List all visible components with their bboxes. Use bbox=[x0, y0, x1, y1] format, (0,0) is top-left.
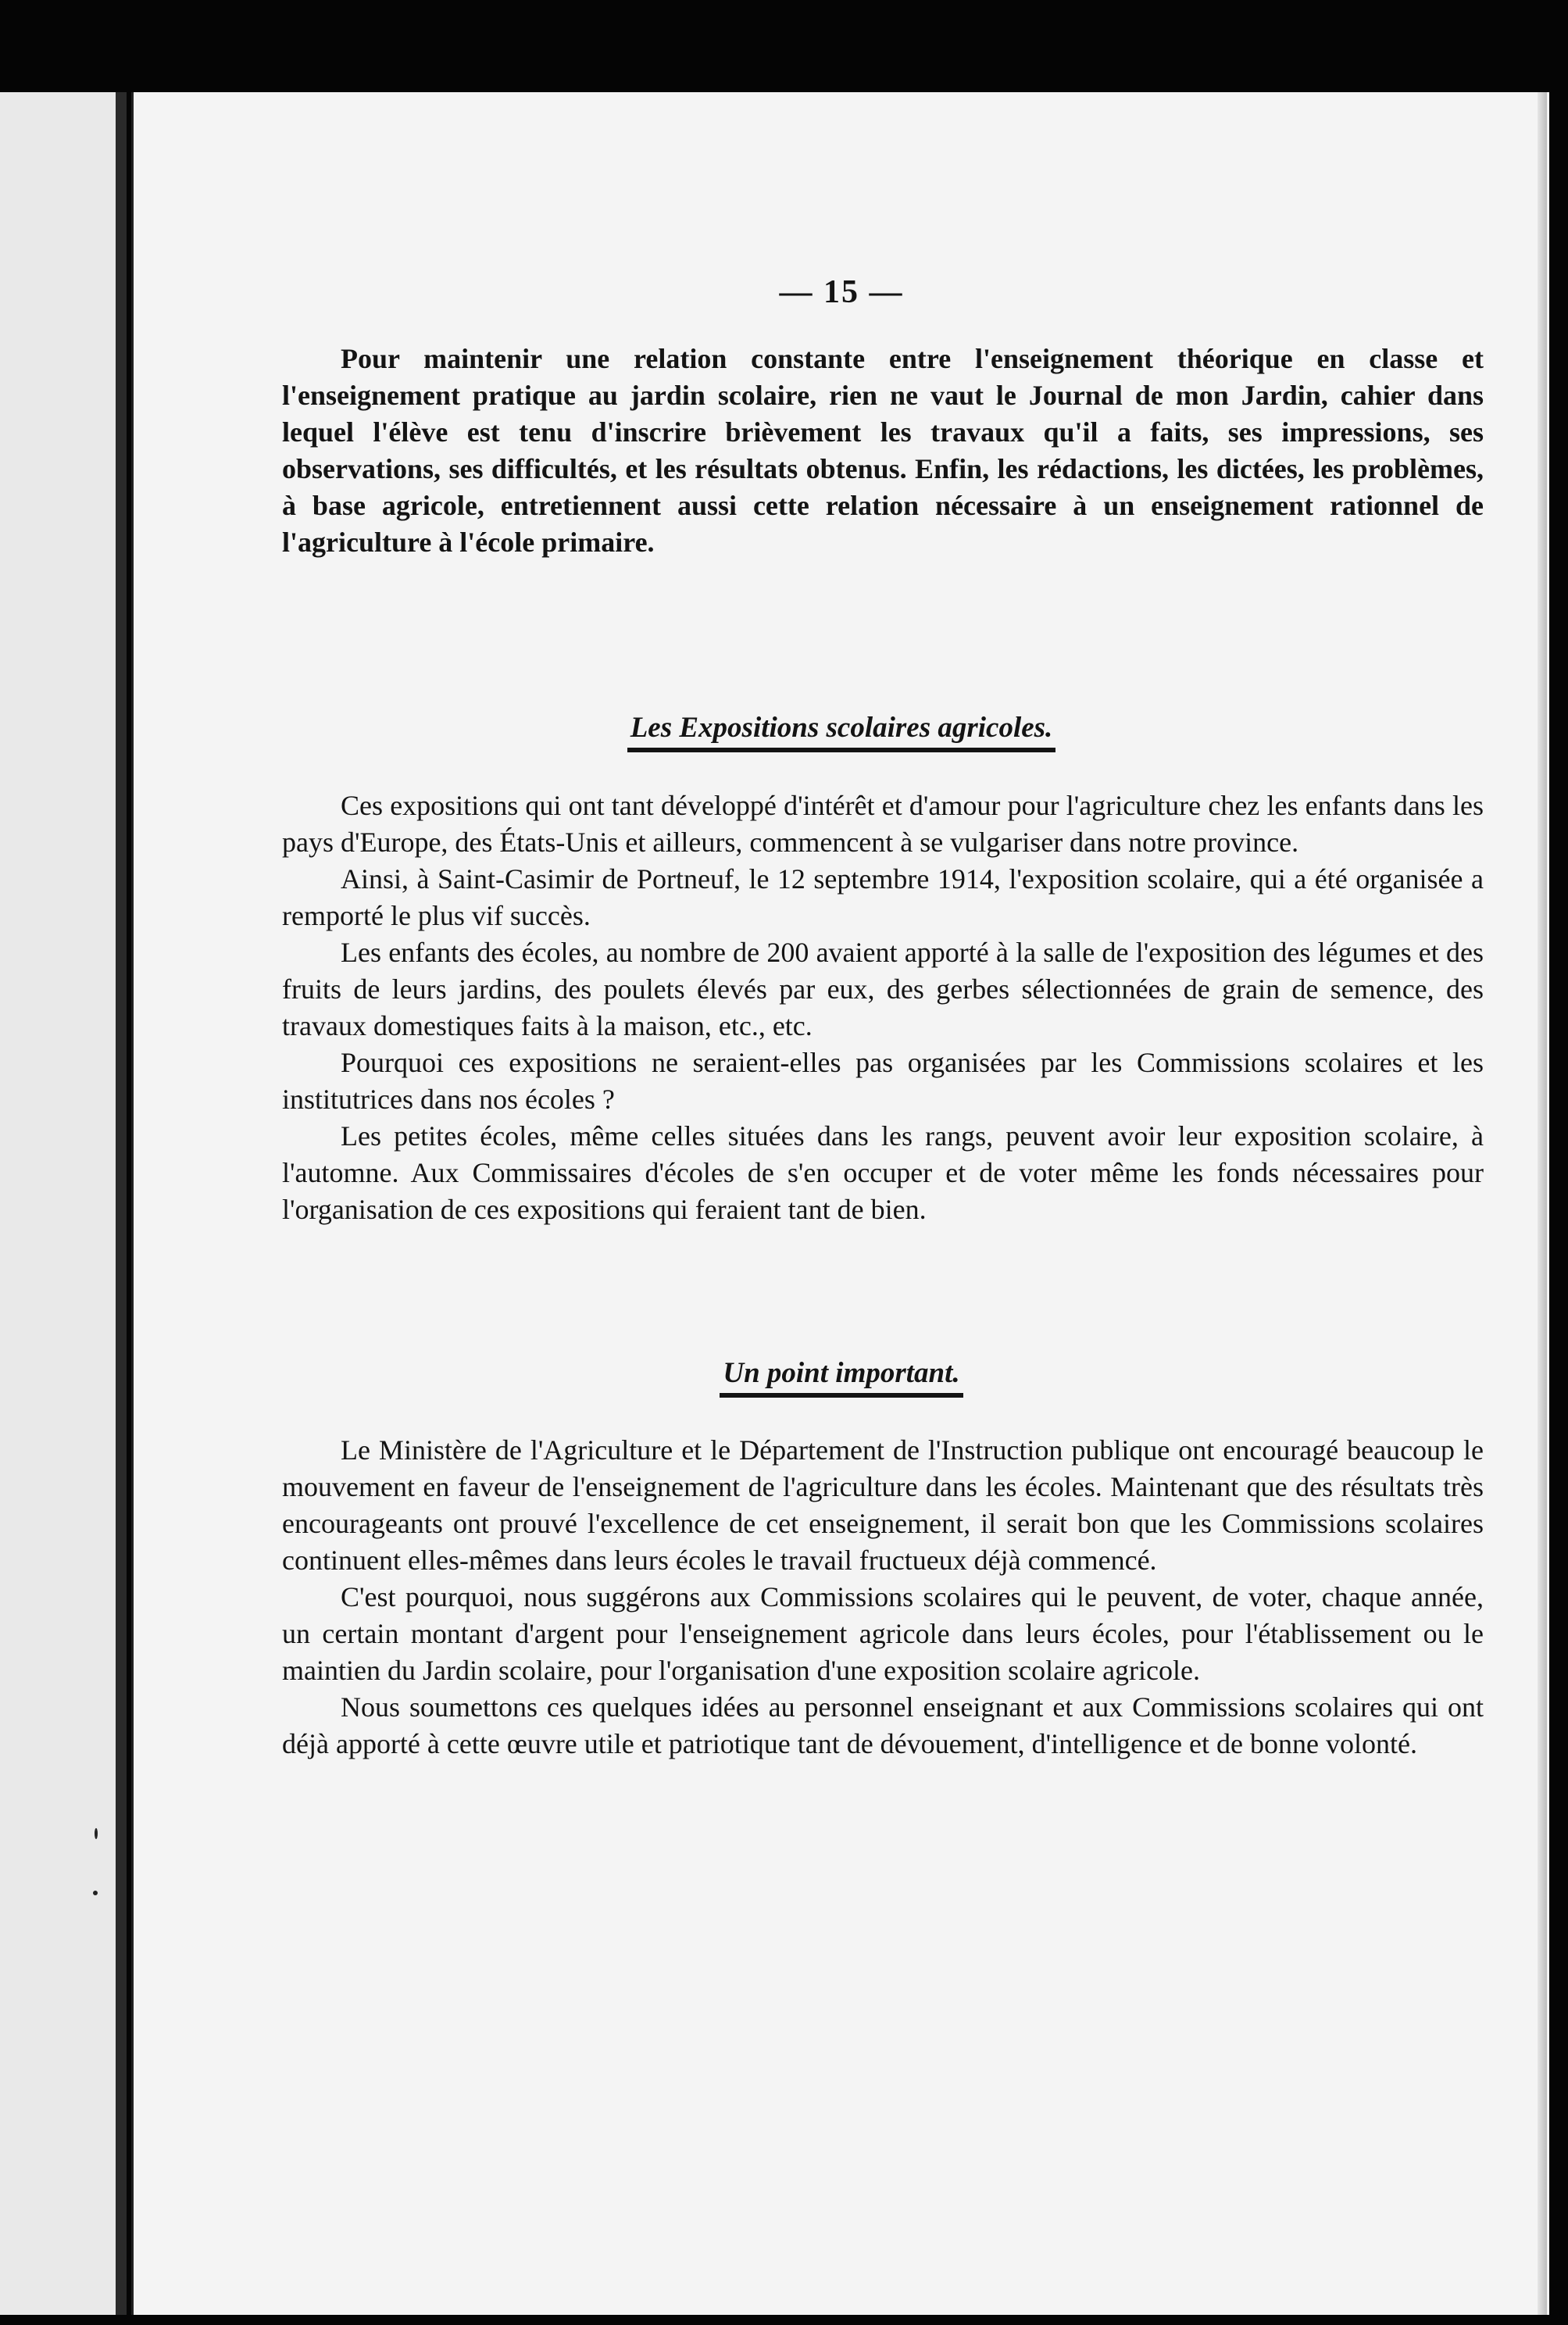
paragraph: Pourquoi ces expositions ne seraient-elles pas organisées par les Commissions scolaires et les institutrices dans nos écoles ? bbox=[282, 1047, 1484, 1115]
section-heading-expositions bbox=[134, 711, 1549, 752]
document-page bbox=[131, 92, 1549, 2315]
section-expositions-body bbox=[282, 788, 1484, 1228]
book-gutter bbox=[116, 92, 127, 2315]
paragraph: Ces expositions qui ont tant développé d'intérêt et d'amour pour l'agriculture chez les enfants dans les pays d'Europe, des États-Unis et ailleurs, commencent à se vulgariser dans notre province. bbox=[282, 790, 1484, 858]
paragraph: Les enfants des écoles, au nombre de 200 avaient apporté à la salle de l'exposition des légumes et des fruits de leurs jardins, des poulets élevés par eux, des gerbes sélectionnées de grain de semence, des travaux domestiques faits à la maison, etc., etc. bbox=[282, 937, 1484, 1041]
section-heading-text: Les Expositions scolaires agricoles. bbox=[627, 711, 1056, 752]
paragraph: Le Ministère de l'Agriculture et le Département de l'Instruction publique ont encouragé beaucoup le mouvement en faveur de l'enseignement de l'agriculture dans les écoles. Maintenant que des résultats très encourageants ont prouvé l'excellence de cet enseignement, il serait bon que les Commissions scolaires continuent elles-mêmes dans leurs écoles le travail fructueux déjà commencé. bbox=[282, 1434, 1484, 1576]
intro-block bbox=[282, 341, 1484, 561]
margin-speck bbox=[95, 1828, 98, 1839]
facing-page-edge bbox=[0, 92, 116, 2315]
margin-speck bbox=[93, 1891, 98, 1895]
page-number: — 15 — bbox=[779, 274, 904, 310]
paragraph: C'est pourquoi, nous suggérons aux Commissions scolaires qui le peuvent, de voter, chaque année, un certain montant d'argent pour l'enseignement agricole dans leurs écoles, pour l'établissement ou le maintien du Jardin scolaire, pour l'organisation d'une exposition scolaire agricole. bbox=[282, 1581, 1484, 1686]
paragraph: Ainsi, à Saint-Casimir de Portneuf, le 12 septembre 1914, l'exposition scolaire, qui a été organisée a remporté le plus vif succès. bbox=[282, 863, 1484, 931]
paragraph: Les petites écoles, même celles situées dans les rangs, peuvent avoir leur exposition scolaire, à l'automne. Aux Commissaires d'écoles de s'en occuper et de voter même les fonds nécessaires pour l'organisation de ces expositions qui feraient tant de bien. bbox=[282, 1120, 1484, 1225]
section-point-important-body bbox=[282, 1432, 1484, 1762]
section-heading-point-important bbox=[134, 1356, 1549, 1398]
intro-paragraph: Pour maintenir une relation constante entre l'enseignement théorique en classe et l'enseignement pratique au jardin scolaire, rien ne vaut le Journal de mon Jardin, cahier dans lequel l'élève est tenu d'inscrire brièvement les travaux qu'il a faits, ses impressions, ses observations, ses difficultés, et les résultats obtenus. Enfin, les rédactions, les dictées, les problèmes, à base agricole, entretiennent aussi cette relation nécessaire à un enseignement rationnel de l'agriculture à l'école primaire. bbox=[282, 343, 1484, 558]
section-heading-text: Un point important. bbox=[720, 1356, 963, 1398]
paragraph: Nous soumettons ces quelques idées au personnel enseignant et aux Commissions scolaires qui ont déjà apporté à cette œuvre utile et patriotique tant de dévouement, d'intelligence et de bonne volonté. bbox=[282, 1691, 1484, 1759]
page-edge-shadow bbox=[1538, 92, 1547, 2315]
